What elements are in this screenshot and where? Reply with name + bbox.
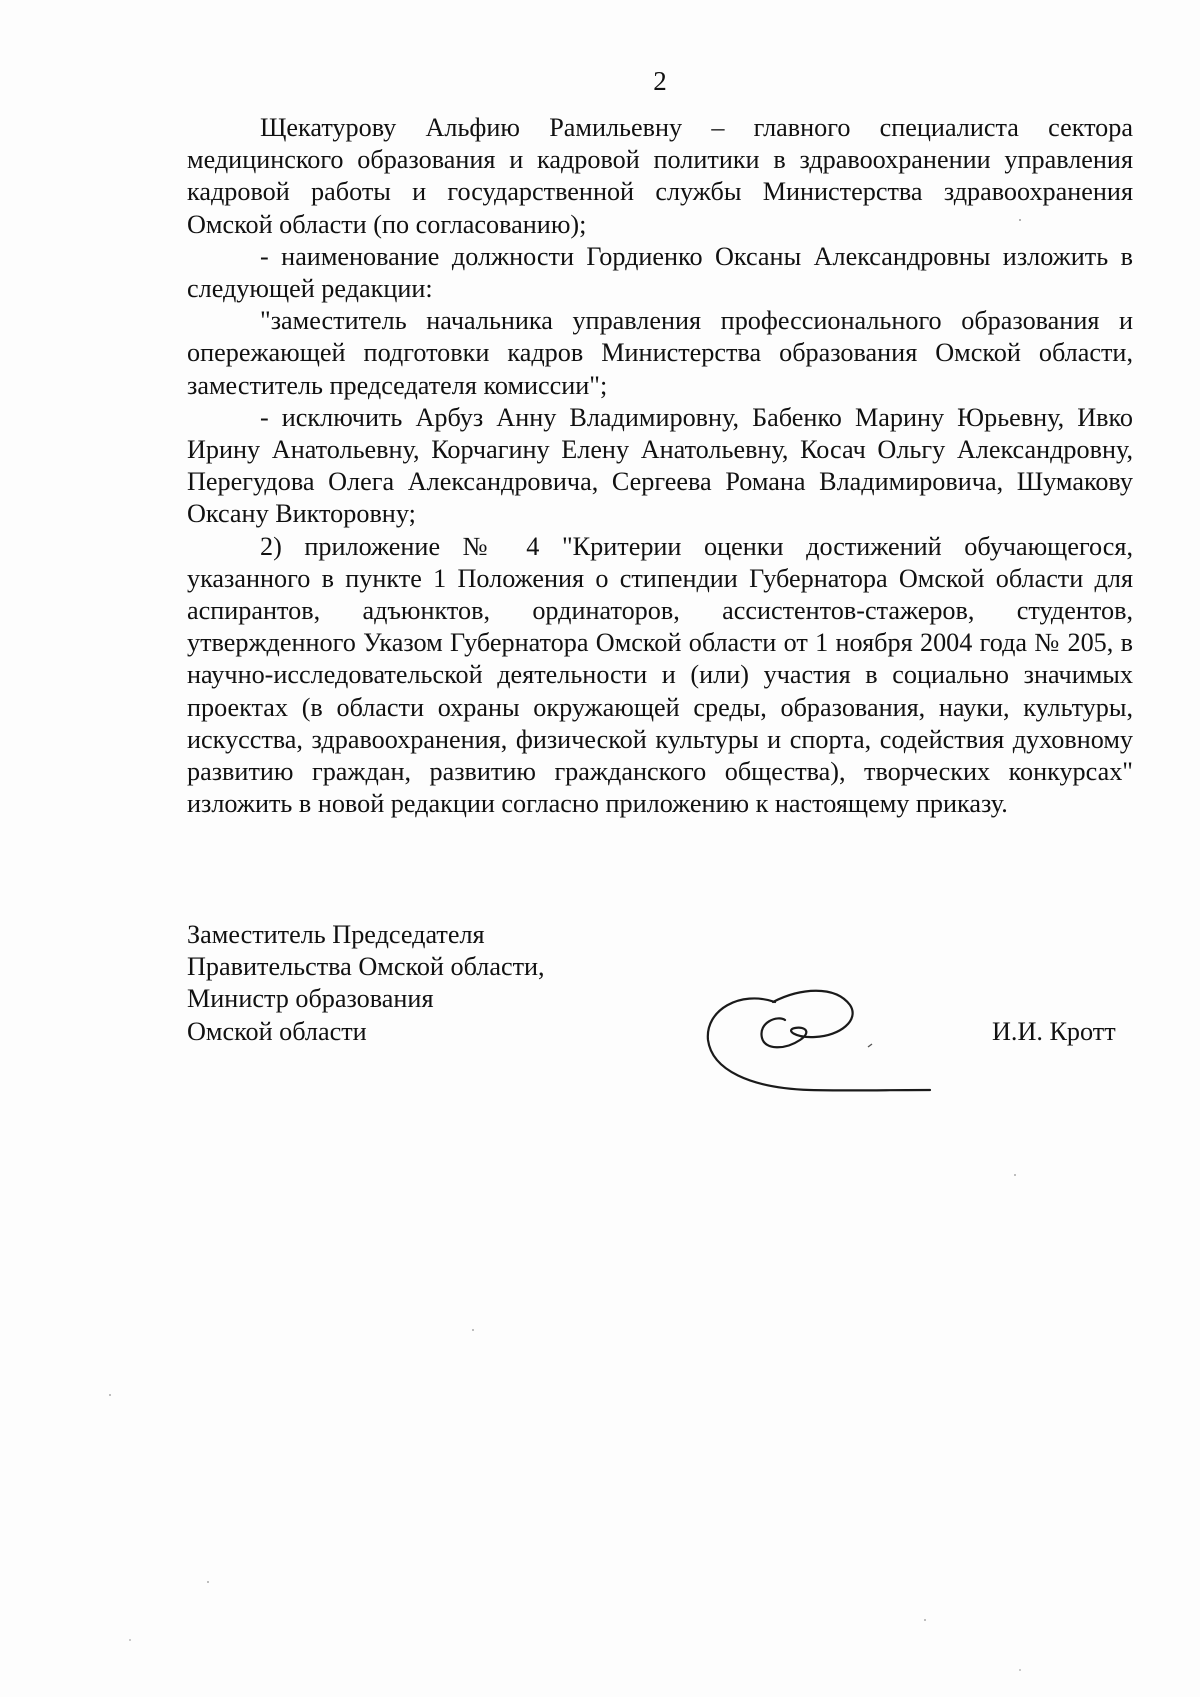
signatory-position-line: Правительства Омской области,: [187, 952, 545, 982]
paragraph-exclude-members: - исключить Арбуз Анну Владимировну, Бабенко Марину Юрьевну, Ивко Ирину Анатольевну, Корчагину Елену Анатольевну, Косач Ольгу Александровну, Перегудова Олега Александровича, Сергеева Романа Владимировича, Шумакову Оксану Викторовну;: [187, 402, 1133, 529]
paragraph-shchekaturova: Щекатурову Альфию Рамильевну – главного специалиста сектора медицинского образования и кадровой политики в здравоохранении управления кадровой работы и государственной службы Министерства здравоохранения Омской области (по согласованию);: [187, 113, 1133, 239]
paragraph-new-position-title: "заместитель начальника управления профессионального образования и опережающей подготовки кадров Министерства образования Омской области, заместитель председателя комиссии";: [187, 306, 1133, 400]
signatory-position: [187, 919, 545, 1048]
paragraph-position-rename: - наименование должности Гордиенко Оксаны Александровны изложить в следующей редакции:: [187, 241, 1133, 304]
signatory-position-line: Заместитель Председателя: [187, 920, 485, 949]
page-number: 2: [653, 66, 667, 96]
paragraph-appendix-4: 2) приложение № 4 "Критерии оценки достижений обучающегося, указанного в пункте 1 Положения о стипендии Губернатора Омской области для аспирантов, адъюнктов, ординаторов, ассистентов-стажеров, студентов, утвержденного Указом Губернатора Омской области от 1 ноября 2004 года № 205, в научно-исследовательской деятельности и (или) участия в социально значимых проектах (в области охраны окружающей среды, образования, науки, культуры, искусства, здравоохранения, физической культуры и спорта, содействия духовному развитию граждан, развитию гражданского общества), творческих конкурсах" изложить в новой редакции согласно приложению к настоящему приказу.: [187, 531, 1133, 819]
signer-name: И.И. Кротт: [992, 1017, 1116, 1046]
handwritten-signature: [700, 970, 940, 1100]
signatory-position-line: Омской области: [187, 1016, 367, 1046]
document-body: [187, 112, 1133, 820]
signatory-position-line: Министр образования: [187, 984, 434, 1014]
